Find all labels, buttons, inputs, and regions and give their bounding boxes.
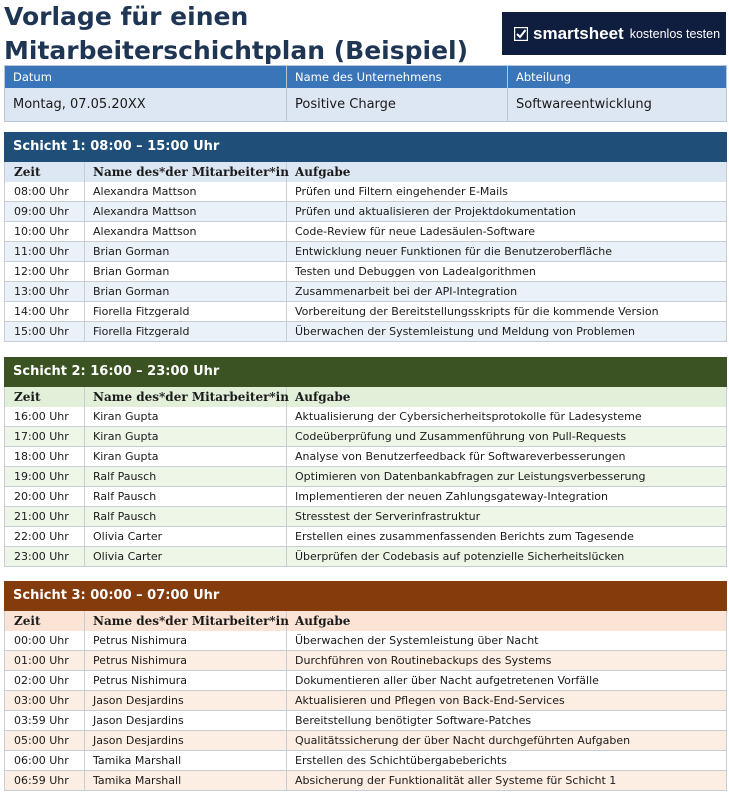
table-row	[4, 467, 727, 487]
cell-time: 16:00 Uhr	[5, 407, 85, 426]
cell-employee: Ralf Pausch	[85, 487, 287, 506]
info-label-department: Abteilung	[516, 70, 572, 84]
column-header-time: Zeit	[5, 162, 85, 182]
cell-time: 05:00 Uhr	[5, 731, 85, 750]
shift-3-rows	[4, 631, 727, 791]
cell-time: 09:00 Uhr	[5, 202, 85, 221]
shift-2-title: Schicht 2: 16:00 – 23:00 Uhr	[4, 357, 727, 387]
cell-task: Analyse von Benutzerfeedback für Softwareverbesserungen	[295, 450, 626, 463]
table-row	[4, 527, 727, 547]
cell-time: 02:00 Uhr	[5, 671, 85, 690]
cell-task: Erstellen des Schichtübergabeberichts	[295, 754, 507, 767]
shift-3-title: Schicht 3: 00:00 – 07:00 Uhr	[4, 581, 727, 611]
cell-employee: Ralf Pausch	[85, 507, 287, 526]
cell-employee: Olivia Carter	[85, 527, 287, 546]
table-row	[4, 302, 727, 322]
cell-employee: Jason Desjardins	[85, 731, 287, 750]
cell-employee: Kiran Gupta	[85, 447, 287, 466]
brand-cta: kostenlos testen	[629, 26, 721, 41]
cell-task: Absicherung der Funktionalität aller Systeme für Schicht 1	[295, 774, 617, 787]
column-header-time: Zeit	[5, 611, 85, 631]
cell-task: Aktualisieren und Pflegen von Back-End-Services	[295, 694, 565, 707]
cell-task: Überwachen der Systemleistung über Nacht	[295, 634, 539, 647]
cell-time: 23:00 Uhr	[5, 547, 85, 566]
table-row	[4, 322, 727, 342]
cell-task: Überprüfen der Codebasis auf potenzielle Sicherheitslücken	[295, 550, 625, 563]
cell-employee: Alexandra Mattson	[85, 222, 287, 241]
cell-time: 03:00 Uhr	[5, 691, 85, 710]
info-label-company: Name des Unternehmens	[287, 66, 508, 88]
column-header-task: Aufgabe	[295, 614, 351, 628]
cell-task: Qualitätssicherung der über Nacht durchgeführten Aufgaben	[295, 734, 631, 747]
cell-time: 20:00 Uhr	[5, 487, 85, 506]
column-header-employee: Name des*der Mitarbeiter*in	[85, 387, 287, 407]
cell-task: Code-Review für neue Ladesäulen-Software	[295, 225, 536, 238]
page-title: Vorlage für einen Mitarbeiterschichtplan (Beispiel)	[4, 2, 469, 65]
cell-employee: Brian Gorman	[85, 262, 287, 281]
table-row	[4, 631, 727, 651]
shift-1-rows	[4, 182, 727, 342]
cell-time: 18:00 Uhr	[5, 447, 85, 466]
cell-employee: Fiorella Fitzgerald	[85, 322, 287, 341]
info-label-date: Datum	[5, 66, 287, 88]
table-row	[4, 282, 727, 302]
cell-task: Erstellen eines zusammenfassenden Berichts zum Tagesende	[295, 530, 634, 543]
cell-time: 08:00 Uhr	[5, 182, 85, 201]
cell-time: 21:00 Uhr	[5, 507, 85, 526]
cell-time: 17:00 Uhr	[5, 427, 85, 446]
cell-time: 03:59 Uhr	[5, 711, 85, 730]
table-row	[4, 407, 727, 427]
table-row	[4, 731, 727, 751]
cell-time: 14:00 Uhr	[5, 302, 85, 321]
column-header-employee: Name des*der Mitarbeiter*in	[85, 162, 287, 182]
info-value-department: Softwareentwicklung	[516, 97, 652, 112]
shift-1-column-header	[4, 162, 727, 182]
shift-1-table	[4, 132, 727, 342]
table-row	[4, 751, 727, 771]
info-value-company: Positive Charge	[287, 88, 508, 121]
cell-time: 22:00 Uhr	[5, 527, 85, 546]
cell-task: Überwachen der Systemleistung und Meldung von Problemen	[295, 325, 636, 338]
cell-task: Bereitstellung benötigter Software-Patches	[295, 714, 532, 727]
table-row	[4, 547, 727, 567]
table-row	[4, 651, 727, 671]
table-row	[4, 262, 727, 282]
check-box-icon	[514, 27, 528, 41]
cell-task: Implementieren der neuen Zahlungsgateway-Integration	[295, 490, 608, 503]
cell-task: Vorbereitung der Bereitstellungsskripts für die kommende Version	[295, 305, 659, 318]
cell-employee: Kiran Gupta	[85, 407, 287, 426]
cell-employee: Petrus Nishimura	[85, 671, 287, 690]
cell-employee: Jason Desjardins	[85, 711, 287, 730]
shift-2-rows	[4, 407, 727, 567]
brand-name: smartsheet	[533, 23, 624, 43]
cell-time: 15:00 Uhr	[5, 322, 85, 341]
cell-employee: Alexandra Mattson	[85, 182, 287, 201]
info-header-row	[5, 66, 726, 88]
cell-task: Zusammenarbeit bei der API-Integration	[295, 285, 518, 298]
table-row	[4, 487, 727, 507]
info-value-date: Montag, 07.05.20XX	[5, 88, 287, 121]
cell-time: 11:00 Uhr	[5, 242, 85, 261]
shift-3-table	[4, 581, 727, 791]
cell-employee: Tamika Marshall	[85, 751, 287, 770]
cell-employee: Ralf Pausch	[85, 467, 287, 486]
table-row	[4, 202, 727, 222]
cell-task: Testen und Debuggen von Ladealgorithmen	[295, 265, 536, 278]
table-row	[4, 447, 727, 467]
cell-employee: Kiran Gupta	[85, 427, 287, 446]
cell-task: Entwicklung neuer Funktionen für die Benutzeroberfläche	[295, 245, 613, 258]
cell-task: Prüfen und Filtern eingehender E-Mails	[295, 185, 509, 198]
cell-time: 06:59 Uhr	[5, 771, 85, 790]
cell-employee: Jason Desjardins	[85, 691, 287, 710]
cell-task: Codeüberprüfung und Zusammenführung von Pull-Requests	[295, 430, 627, 443]
table-row	[4, 222, 727, 242]
shift-2-column-header	[4, 387, 727, 407]
cell-employee: Petrus Nishimura	[85, 631, 287, 650]
cell-task: Optimieren von Datenbankabfragen zur Leistungsverbesserung	[295, 470, 646, 483]
column-header-task: Aufgabe	[295, 390, 351, 404]
column-header-employee: Name des*der Mitarbeiter*in	[85, 611, 287, 631]
info-value-row	[5, 88, 726, 121]
table-row	[4, 671, 727, 691]
cell-time: 00:00 Uhr	[5, 631, 85, 650]
cell-employee: Brian Gorman	[85, 242, 287, 261]
shift-2-table	[4, 357, 727, 567]
cell-employee: Fiorella Fitzgerald	[85, 302, 287, 321]
cell-time: 12:00 Uhr	[5, 262, 85, 281]
shift-3-column-header	[4, 611, 727, 631]
cell-time: 13:00 Uhr	[5, 282, 85, 301]
table-row	[4, 507, 727, 527]
smartsheet-trial-button[interactable]	[502, 12, 726, 55]
column-header-task: Aufgabe	[295, 165, 351, 179]
table-row	[4, 771, 727, 791]
shift-1-title: Schicht 1: 08:00 – 15:00 Uhr	[4, 132, 727, 162]
cell-time: 10:00 Uhr	[5, 222, 85, 241]
cell-employee: Tamika Marshall	[85, 771, 287, 790]
cell-task: Stresstest der Serverinfrastruktur	[295, 510, 481, 523]
info-table	[4, 65, 727, 122]
cell-time: 01:00 Uhr	[5, 651, 85, 670]
cell-task: Prüfen und aktualisieren der Projektdokumentation	[295, 205, 576, 218]
table-row	[4, 182, 727, 202]
cell-employee: Olivia Carter	[85, 547, 287, 566]
cell-employee: Brian Gorman	[85, 282, 287, 301]
cell-time: 19:00 Uhr	[5, 467, 85, 486]
table-row	[4, 242, 727, 262]
cell-task: Dokumentieren aller über Nacht aufgetretenen Vorfälle	[295, 674, 599, 687]
table-row	[4, 427, 727, 447]
cell-time: 06:00 Uhr	[5, 751, 85, 770]
table-row	[4, 691, 727, 711]
cell-task: Aktualisierung der Cybersicherheitsprotokolle für Ladesysteme	[295, 410, 642, 423]
cell-employee: Petrus Nishimura	[85, 651, 287, 670]
cell-employee: Alexandra Mattson	[85, 202, 287, 221]
cell-task: Durchführen von Routinebackups des Systems	[295, 654, 552, 667]
table-row	[4, 711, 727, 731]
column-header-time: Zeit	[5, 387, 85, 407]
